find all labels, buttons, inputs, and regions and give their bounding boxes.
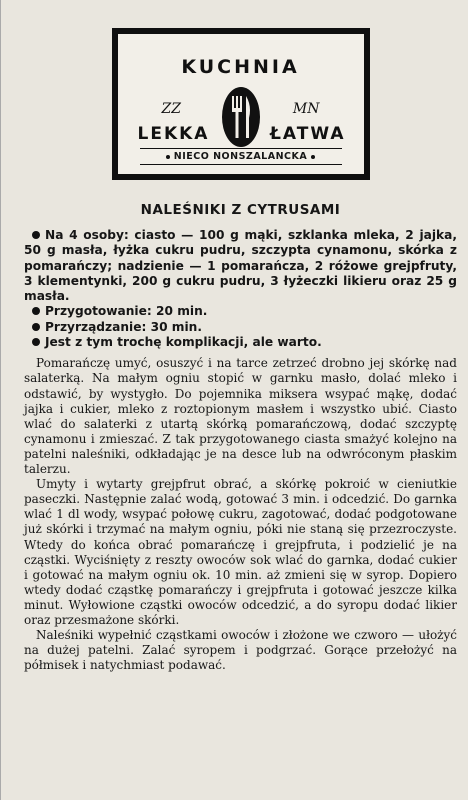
instruction-paragraph: Pomarańczę umyć, osuszyć i na tarce zetrzeć drobno jej skórkę nad salaterką. Na małym ogniu stopić w garnku masło, dolać mleko i odstawić, by wystygło. Do pojemnika miksera wsypać mąkę, dodać jajka i cukier, mleko z roztopionym masłem i wszystko ubić. Ciasto wlać do salaterki z utartą skórką pomarańczową, dodać szczyptę cynamonu i zmieszać. Z tak przygotowanego ciasta smażyć kolejno na patelni naleśniki, odkładając je na desce lub na odwróconym płaskim talerzu.	[24, 356, 457, 477]
column-header-box	[112, 28, 370, 180]
dot-icon	[166, 155, 170, 159]
prep-time-line	[24, 304, 457, 319]
column-title: KUCHNIA	[181, 56, 300, 78]
bullet-icon	[32, 231, 40, 239]
bullet-icon	[32, 338, 40, 346]
difficulty-line	[24, 335, 457, 350]
difficulty-text: Jest z tym trochę komplikacji, ale warto.	[45, 335, 322, 350]
monogram-left: ZZ	[161, 101, 181, 117]
bullet-icon	[32, 323, 40, 331]
prep-time-text: Przygotowanie: 20 min.	[45, 304, 208, 319]
ingredients-text: Na 4 osoby: ciasto — 100 g mąki, szklanka mleka, 2 jajka, 50 g masła, łyżka cukru pudru, szczypta cynamonu, skórka z pomarańczy; nadzienie — 1 pomarańcza, 2 różowe grejpfruty, 3 klementynki, 200 g cukru pudru, 3 łyżeczki likieru oraz 25 g masła.	[24, 228, 457, 304]
cook-time-text: Przyrządzanie: 30 min.	[45, 319, 202, 334]
word-lekka: LEKKA	[137, 124, 210, 144]
ingredients-line	[24, 228, 457, 304]
instruction-paragraph: Umyty i wytarty grejpfrut obrać, a skórkę pokroić w cieniutkie paseczki. Następnie zalać wodą, gotować 3 min. i odcedzić. Do garnka wlać 1 dl wody, wsypać połowę cukru, zagotować, dodać podgotowane już skórki i trzymać na małym ogniu, póki nie staną się przezroczyste. Wtedy do końca obrać pomarańczę i grejpfruta, i podzielić je na cząstki. Wyciśnięty z reszty owoców sok wlać do garnka, dodać cukier i gotować na małym ogniu ok. 10 min. aż zmieni się w syrop. Dopiero wtedy dodać cząstkę pomarańczy i grejpfruta i gotować jeszcze kilka minut. Wyłowione cząstki owoców odcedzić, a do syropu dodać likier oraz przesmażone skórki.	[24, 477, 457, 627]
word-latwa: ŁATWA	[270, 124, 346, 144]
motto-text: NIECO NONSZALANCKA	[173, 151, 308, 162]
column-motto	[140, 148, 342, 165]
recipe-title: NALEŚNIKI Z CYTRUSAMI	[140, 202, 341, 218]
recipe-instructions	[24, 356, 457, 673]
instruction-paragraph: Naleśniki wypełnić cząstkami owoców i złożone we czworo — ułożyć na dużej patelni. Zalać syropem i podgrzać. Gorące przełożyć na półmisek i natychmiast podawać.	[24, 628, 457, 673]
monogram-right: MN	[292, 101, 320, 117]
dot-icon	[311, 155, 315, 159]
column-header-inner	[118, 34, 364, 174]
bullet-icon	[32, 307, 40, 315]
cook-time-line	[24, 320, 457, 335]
fork-knife-icon	[221, 86, 261, 148]
recipe-facts	[24, 228, 457, 350]
